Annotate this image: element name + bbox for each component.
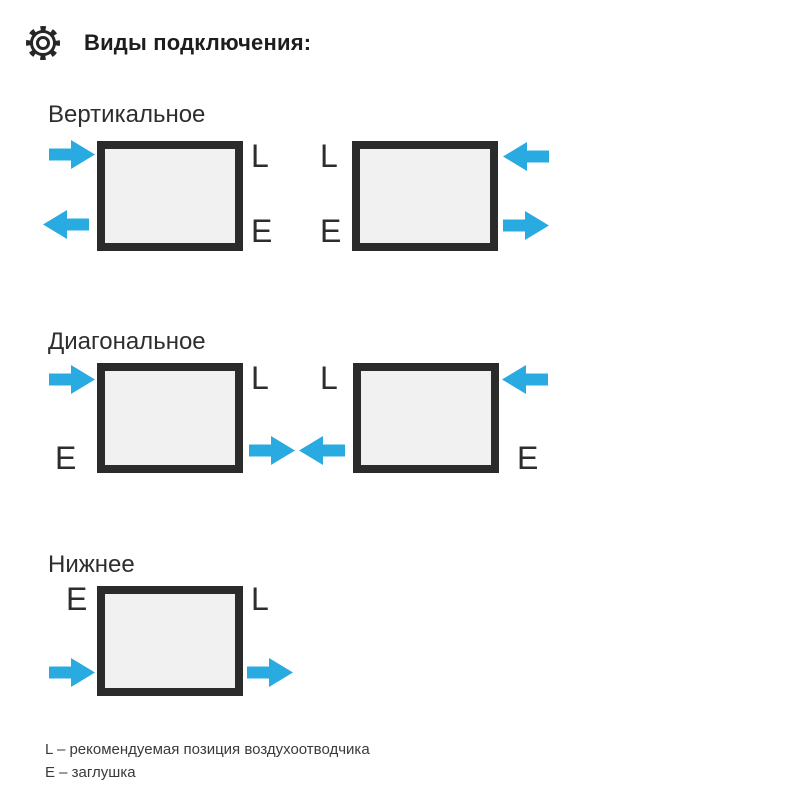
port-label-plug: E	[320, 213, 342, 249]
arrow-right-icon	[503, 211, 549, 240]
section-label-diagonal: Диагональное	[48, 328, 206, 355]
port-label-air-vent: L	[251, 360, 269, 396]
arrow-right-icon	[49, 658, 95, 687]
arrow-left-icon	[43, 210, 89, 239]
port-label-plug: E	[55, 440, 77, 476]
arrow-left-icon	[502, 365, 548, 394]
radiator-body	[352, 141, 498, 251]
port-label-air-vent: L	[251, 138, 269, 174]
port-label-air-vent: L	[320, 138, 338, 174]
port-label-plug: E	[66, 581, 88, 617]
arrow-right-icon	[247, 658, 293, 687]
radiator-body	[97, 141, 243, 251]
page-title: Виды подключения:	[84, 30, 312, 55]
legend-air-vent: L – рекомендуемая позиция воздухоотводчика	[45, 741, 370, 758]
gear-icon	[23, 23, 63, 63]
radiator-body	[97, 363, 243, 473]
radiator-body	[97, 586, 243, 696]
radiator-body	[353, 363, 499, 473]
port-label-plug: E	[517, 440, 539, 476]
arrow-right-icon	[49, 140, 95, 169]
arrow-right-icon	[249, 436, 295, 465]
legend-plug: E – заглушка	[45, 764, 136, 781]
arrow-left-icon	[299, 436, 345, 465]
arrow-left-icon	[503, 142, 549, 171]
port-label-air-vent: L	[251, 581, 269, 617]
port-label-air-vent: L	[320, 360, 338, 396]
section-label-vertical: Вертикальное	[48, 101, 206, 128]
port-label-plug: E	[251, 213, 273, 249]
arrow-right-icon	[49, 365, 95, 394]
section-label-bottom: Нижнее	[48, 551, 135, 578]
